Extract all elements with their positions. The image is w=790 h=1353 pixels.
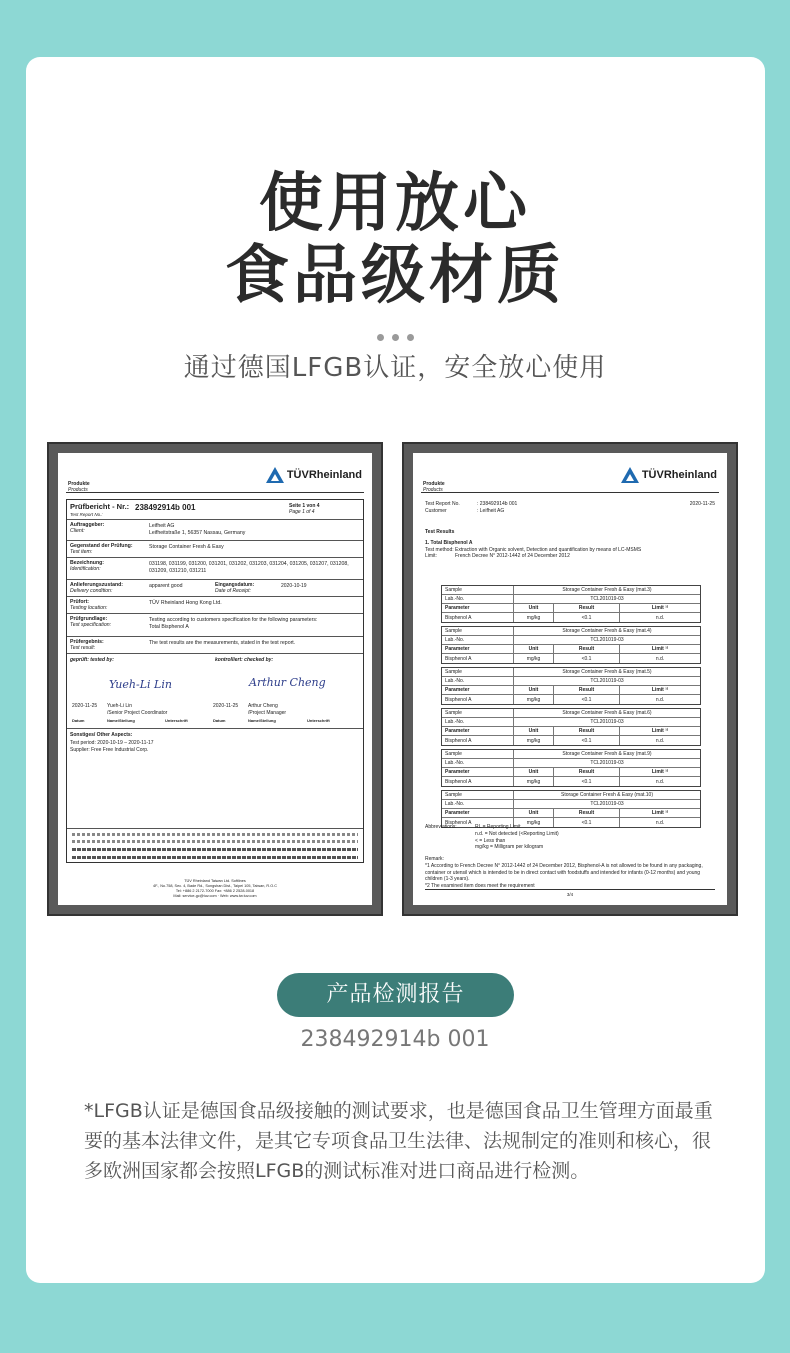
table-row bbox=[442, 695, 700, 704]
table-cell: Storage Container Fresh & Easy (mat.4) bbox=[562, 628, 652, 634]
table-cell: Limit ¹⁾ bbox=[651, 605, 669, 611]
tuv-triangle-icon bbox=[266, 467, 284, 483]
customer-label: Customer bbox=[425, 508, 447, 514]
table-cell: TCL201019-03 bbox=[590, 678, 624, 684]
other-aspects-label: Sonstiges/ Other Aspects: bbox=[70, 732, 133, 738]
table-row bbox=[442, 759, 700, 768]
table-cell: Bisphenol A bbox=[442, 736, 514, 745]
table-cell: <0.1 bbox=[554, 777, 620, 786]
tested-by-label: geprüft: tested by: bbox=[70, 657, 114, 663]
remark-1: *1 According to French Decree N° 2012-1442 of 24 December 2012, Bisphenol-A is not allowed to be found in any packaging, container or utensil which is intended to be in direct contact with foodstuffs and intended for infants (0-12 months) and young children (1-3 years). bbox=[425, 862, 703, 883]
table-row bbox=[442, 654, 700, 663]
spec-label-en: Test specification: bbox=[70, 621, 112, 628]
tuv-brand: TÜVRheinland bbox=[286, 469, 362, 481]
section-title: 1. Total Bisphenol A bbox=[425, 539, 473, 546]
location-label: Prüfort: bbox=[70, 599, 90, 605]
products-label-en-r: Products bbox=[423, 487, 443, 493]
table-cell: TCL201019-03 bbox=[590, 760, 624, 766]
ident-label-en: Identification: bbox=[70, 565, 101, 572]
table-cell: Parameter bbox=[442, 686, 514, 694]
table-cell: Parameter bbox=[442, 768, 514, 776]
table-cell: Unit bbox=[514, 768, 554, 776]
report-box bbox=[66, 499, 364, 863]
table-cell: <0.1 bbox=[554, 695, 620, 704]
location-row bbox=[67, 597, 363, 614]
report-no-label: Test Report No. bbox=[425, 501, 460, 507]
table-cell: Lab.-No. bbox=[442, 800, 514, 808]
table-cell: Parameter bbox=[442, 604, 514, 612]
table-cell: Lab.-No. bbox=[442, 636, 514, 644]
method-label: Test method: bbox=[425, 546, 454, 553]
report-label: Prüfbericht - Nr.: bbox=[70, 502, 130, 511]
table-row bbox=[442, 727, 700, 736]
client-label-en: Client: bbox=[70, 527, 85, 534]
result-label-en: Test result: bbox=[70, 644, 96, 651]
remark-2: *2 The examined item does meet the requirement bbox=[425, 883, 535, 889]
table-cell: Lab.-No. bbox=[442, 595, 514, 603]
table-cell: Lab.-No. bbox=[442, 759, 514, 767]
table-cell: TCL201019-03 bbox=[590, 719, 624, 725]
tuv-logo-right bbox=[621, 467, 717, 483]
doc-header bbox=[66, 463, 364, 493]
item-label-en: Test item: bbox=[70, 548, 93, 555]
result-value: The test results are the measurements, stated in the test report. bbox=[149, 640, 296, 646]
receipt-value: 2020-10-19 bbox=[281, 583, 307, 589]
identification-row bbox=[67, 558, 363, 580]
table-row bbox=[442, 777, 700, 786]
table-cell: Storage Container Fresh & Easy (mat.6) bbox=[562, 710, 652, 716]
products-label: Produkte bbox=[68, 481, 90, 487]
receipt-label: Eingangsdatum: bbox=[215, 582, 255, 588]
table-cell: <0.1 bbox=[554, 818, 620, 827]
location-label-en: Testing location: bbox=[70, 604, 108, 611]
client-label: Auftraggeber: bbox=[70, 522, 105, 528]
sig-col-name: Name/Stellung bbox=[107, 718, 135, 723]
report-number-row bbox=[67, 500, 363, 520]
result-table bbox=[441, 626, 701, 664]
table-cell: mg/kg bbox=[514, 695, 554, 704]
remark-label: Remark: bbox=[425, 856, 444, 862]
table-cell: Unit bbox=[514, 727, 554, 735]
table-cell: n.d. bbox=[655, 614, 665, 621]
signature-tester: Yueh-Li Lin bbox=[109, 678, 172, 691]
table-row bbox=[442, 677, 700, 686]
report-label-en: Test Report No.: bbox=[70, 511, 103, 517]
table-cell: Limit ¹⁾ bbox=[651, 646, 669, 652]
table-cell: n.d. bbox=[655, 696, 665, 703]
products-label-en: Products bbox=[68, 487, 88, 493]
result-table bbox=[441, 667, 701, 705]
certificate-page-3 bbox=[413, 453, 727, 905]
sig2-position: /Project Manager bbox=[248, 709, 287, 716]
client-row bbox=[67, 520, 363, 541]
table-row bbox=[442, 800, 700, 809]
table-cell: n.d. bbox=[655, 655, 665, 662]
table-cell: Result bbox=[554, 686, 620, 694]
abbreviations bbox=[425, 824, 715, 851]
table-cell: Unit bbox=[514, 645, 554, 653]
table-cell: Parameter bbox=[442, 727, 514, 735]
table-cell: Parameter bbox=[442, 809, 514, 817]
table-cell: <0.1 bbox=[554, 654, 620, 663]
receipt-label-en: Date of Receipt: bbox=[215, 587, 251, 594]
table-cell: mg/kg bbox=[514, 818, 554, 827]
specification-row bbox=[67, 614, 363, 637]
dots-divider bbox=[0, 326, 790, 345]
table-cell: Bisphenol A bbox=[442, 654, 514, 663]
table-row bbox=[442, 686, 700, 695]
other-aspects-value: Test period: 2020-10-19 – 2020-11-17 Supplier: Free Free Industrial Corp. bbox=[70, 740, 154, 753]
table-cell: TCL201019-03 bbox=[590, 596, 624, 602]
table-row bbox=[442, 709, 700, 718]
certificate-page-1 bbox=[58, 453, 372, 905]
sig1-position: /Senior Project Coordinator bbox=[107, 709, 168, 716]
delivery-value: apparent good bbox=[149, 583, 183, 589]
ident-label: Bezeichnung: bbox=[70, 560, 105, 566]
table-cell: Storage Container Fresh & Easy (mat.10) bbox=[561, 792, 653, 798]
table-row bbox=[442, 627, 700, 636]
description-paragraph: *LFGB认证是德国食品级接触的测试要求，也是德国食品卫生管理方面最重要的基本法律文件，是其它专项食品卫生法律、法规制定的准则和核心，很多欧洲国家都会按照LFGB的测试标准对进口商品进行检测。 bbox=[84, 1100, 713, 1182]
table-cell: Result bbox=[554, 809, 620, 817]
table-cell: mg/kg bbox=[514, 613, 554, 622]
location-value: TÜV Rheinland Hong Kong Ltd. bbox=[149, 600, 222, 606]
ident-value: 031198, 031199, 031200, 031201, 031202, 031203, 031204, 031205, 031207, 031208, 031209, 031210, 031211 bbox=[149, 561, 349, 574]
certificate-frame-right bbox=[402, 442, 738, 916]
table-row bbox=[442, 768, 700, 777]
table-row bbox=[442, 636, 700, 645]
doc-footer: TÜV Rheinland Taiwan Ltd. Softlines 4F., No.758, Sec. 4, Bade Rd., Songshan Dist., Taipei 105, Taiwan, R.O.C Tel: +886 2 2172-7000 Fax: +886 2 2528-0018 Mail: service-gc@tuv.com · Web: www.tw.tuv.com bbox=[153, 878, 277, 898]
table-cell: <0.1 bbox=[554, 613, 620, 622]
table-row bbox=[442, 586, 700, 595]
tuv-logo bbox=[266, 467, 362, 483]
table-cell: Result bbox=[554, 768, 620, 776]
table-cell: Limit ¹⁾ bbox=[651, 769, 669, 775]
results-header bbox=[425, 529, 715, 560]
table-row bbox=[442, 613, 700, 622]
signature-checker: Arthur Cheng bbox=[249, 676, 326, 689]
sig1-name: Yueh-Li Lin bbox=[107, 703, 133, 709]
sig-col-sign: Unterschrift bbox=[165, 718, 188, 723]
table-row bbox=[442, 736, 700, 745]
limit-label: Limit: bbox=[425, 553, 437, 560]
spec-value: Testing according to customers specification for the following parameters: Total Bisphenol A bbox=[149, 617, 318, 630]
doc-header-right bbox=[421, 463, 719, 493]
table-cell: Result bbox=[554, 727, 620, 735]
subtitle: 通过德国LFGB认证，安全放心使用 bbox=[183, 353, 607, 383]
report-code: 238492914b 001 bbox=[300, 1027, 490, 1052]
table-cell: Storage Container Fresh & Easy (mat.3) bbox=[562, 587, 652, 593]
table-cell: Bisphenol A bbox=[442, 777, 514, 786]
report-badge: 产品检测报告 bbox=[277, 973, 514, 1017]
table-cell: Lab.-No. bbox=[442, 677, 514, 685]
sig2-name: Arthur Cheng bbox=[248, 703, 278, 709]
table-cell: Unit bbox=[514, 686, 554, 694]
result-table bbox=[441, 585, 701, 623]
table-cell: Unit bbox=[514, 604, 554, 612]
report-number: 238492914b 001 bbox=[135, 503, 196, 512]
page-count-en: Page 1 of 4 bbox=[289, 509, 315, 515]
tuv-brand-r: TÜVRheinland bbox=[641, 469, 717, 481]
checked-by-label: kontrolliert: checked by: bbox=[215, 657, 274, 663]
table-row bbox=[442, 718, 700, 727]
table-cell: Sample bbox=[442, 750, 514, 758]
table-row bbox=[442, 645, 700, 654]
result-table bbox=[441, 708, 701, 746]
table-cell: mg/kg bbox=[514, 654, 554, 663]
table-cell: n.d. bbox=[655, 778, 665, 785]
result-table bbox=[441, 749, 701, 787]
table-cell: Sample bbox=[442, 791, 514, 799]
report-no-value: : 238492914b 001 bbox=[477, 501, 518, 507]
table-cell: Sample bbox=[442, 586, 514, 594]
abbr-label: Abbreviations: bbox=[425, 824, 457, 830]
item-label: Gegenstand der Prüfung: bbox=[70, 543, 133, 549]
headline-line-2: 食品级材质 bbox=[225, 239, 565, 313]
result-row bbox=[67, 637, 363, 654]
table-row bbox=[442, 809, 700, 818]
table-cell: TCL201019-03 bbox=[590, 637, 624, 643]
report-meta bbox=[425, 501, 715, 515]
item-row bbox=[67, 541, 363, 558]
table-cell: TCL201019-03 bbox=[590, 801, 624, 807]
table-cell: Result bbox=[554, 645, 620, 653]
tuv-triangle-icon bbox=[621, 467, 639, 483]
table-cell: Limit ¹⁾ bbox=[651, 810, 669, 816]
certificate-frame-left bbox=[47, 442, 383, 916]
sig1-date: 2020-11-25 bbox=[72, 703, 98, 709]
table-cell: mg/kg bbox=[514, 777, 554, 786]
other-aspects-row bbox=[67, 729, 363, 795]
results-title: Test Results bbox=[425, 529, 455, 535]
report-date: 2020-11-25 bbox=[689, 501, 715, 507]
table-cell: Bisphenol A bbox=[442, 818, 514, 827]
table-cell: Lab.-No. bbox=[442, 718, 514, 726]
table-cell: n.d. bbox=[655, 737, 665, 744]
table-row bbox=[442, 604, 700, 613]
table-cell: Unit bbox=[514, 809, 554, 817]
table-cell: <0.1 bbox=[554, 736, 620, 745]
result-table bbox=[441, 790, 701, 828]
delivery-row bbox=[67, 580, 363, 597]
signature-row bbox=[67, 654, 363, 729]
table-cell: n.d. bbox=[655, 819, 665, 826]
remarks bbox=[425, 856, 715, 890]
abbr-value: RL = Reporting Limit n.d. = Not detected (<Reporting Limit) < = Less than mg/kg = Milligram per kilogram bbox=[475, 824, 559, 851]
table-cell: mg/kg bbox=[514, 736, 554, 745]
sig-col-sign-2: Unterschrift bbox=[307, 718, 330, 723]
table-cell: Storage Container Fresh & Easy (mat.5) bbox=[562, 669, 652, 675]
table-cell: Parameter bbox=[442, 645, 514, 653]
page-number: 3/4 bbox=[425, 889, 715, 897]
table-row bbox=[442, 750, 700, 759]
customer-value: : Leifheit AG bbox=[477, 508, 505, 514]
item-value: Storage Container Fresh & Easy bbox=[149, 544, 224, 550]
sig-col-name-2: Name/Stellung bbox=[248, 718, 276, 723]
result-label: Prüfergebnis: bbox=[70, 639, 104, 645]
table-row bbox=[442, 595, 700, 604]
table-row bbox=[442, 791, 700, 800]
delivery-label: Anlieferungszustand: bbox=[70, 582, 124, 588]
table-cell: Bisphenol A bbox=[442, 695, 514, 704]
table-cell: Limit ¹⁾ bbox=[651, 728, 669, 734]
sig2-date: 2020-11-25 bbox=[213, 703, 239, 709]
table-cell: Sample bbox=[442, 627, 514, 635]
limit-value: French Decree N° 2012-1442 of 24 December 2012 bbox=[455, 553, 570, 560]
headline-line-1: 使用放心 bbox=[259, 167, 531, 241]
delivery-label-en: Delivery condition: bbox=[70, 587, 113, 594]
table-cell: Bisphenol A bbox=[442, 613, 514, 622]
table-cell: Limit ¹⁾ bbox=[651, 687, 669, 693]
table-cell: Storage Container Fresh & Easy (mat.9) bbox=[562, 751, 652, 757]
legal-notes bbox=[67, 828, 363, 862]
spec-label: Prüfgrundlage: bbox=[70, 616, 108, 622]
sig-col-date-2: Datum bbox=[213, 718, 226, 723]
sig-col-date: Datum bbox=[72, 718, 85, 723]
client-value: Leifheit AG Leifheitstraße 1, 56357 Nassau, Germany bbox=[149, 523, 246, 536]
method-value: Extraction with Organic solvent, Detection and quantification by means of LC-MSMS bbox=[455, 546, 642, 553]
page-count: Seite 1 von 4 bbox=[289, 503, 320, 509]
table-cell: Sample bbox=[442, 709, 514, 717]
table-cell: Sample bbox=[442, 668, 514, 676]
table-cell: Result bbox=[554, 604, 620, 612]
table-row bbox=[442, 668, 700, 677]
products-label-r: Produkte bbox=[423, 481, 445, 487]
